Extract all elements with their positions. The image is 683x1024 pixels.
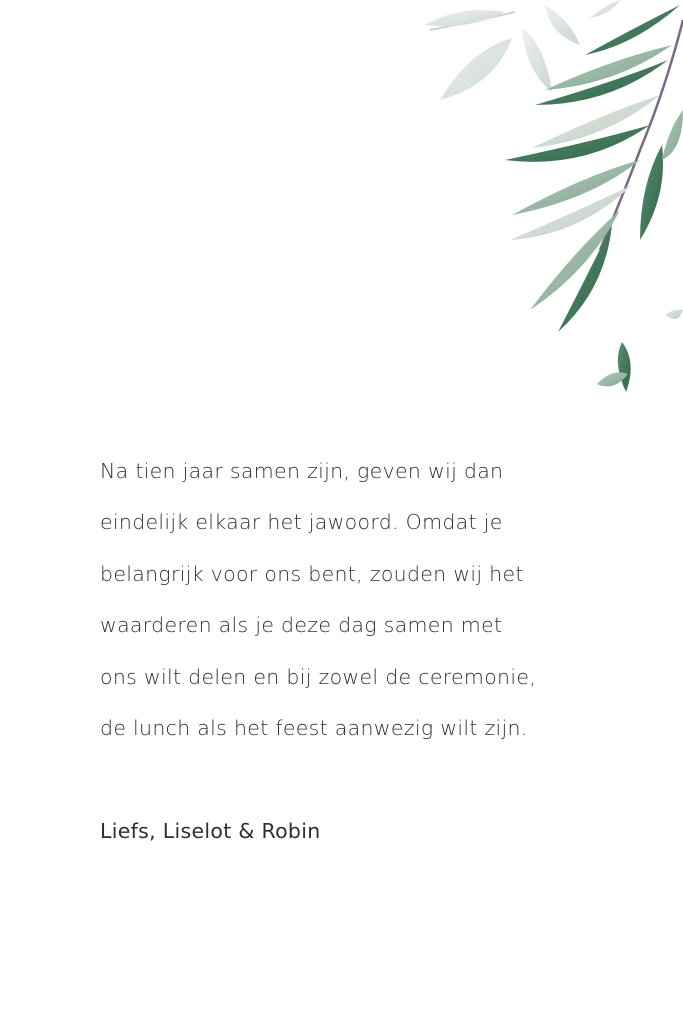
message-line: belangrijk voor ons bent, zouden wij het xyxy=(100,561,524,586)
message-line: ons wilt delen en bij zowel de ceremonie, xyxy=(100,664,537,689)
message-line: Na tien jaar samen zijn, geven wij dan xyxy=(100,459,504,483)
message-line: eindelijk elkaar het jawoord. Omdat je xyxy=(100,510,503,535)
invitation-message xyxy=(100,452,570,760)
message-line: de lunch als het feest aanwezig wilt zijn. xyxy=(100,715,528,740)
signature: Liefs, Liselot & Robin xyxy=(100,819,321,843)
message-line: waarderen als je deze dag samen met xyxy=(100,613,503,638)
falling-leaf xyxy=(597,342,631,392)
watercolor-leaf-branch-illustration xyxy=(0,0,683,410)
faint-branch xyxy=(425,0,620,100)
